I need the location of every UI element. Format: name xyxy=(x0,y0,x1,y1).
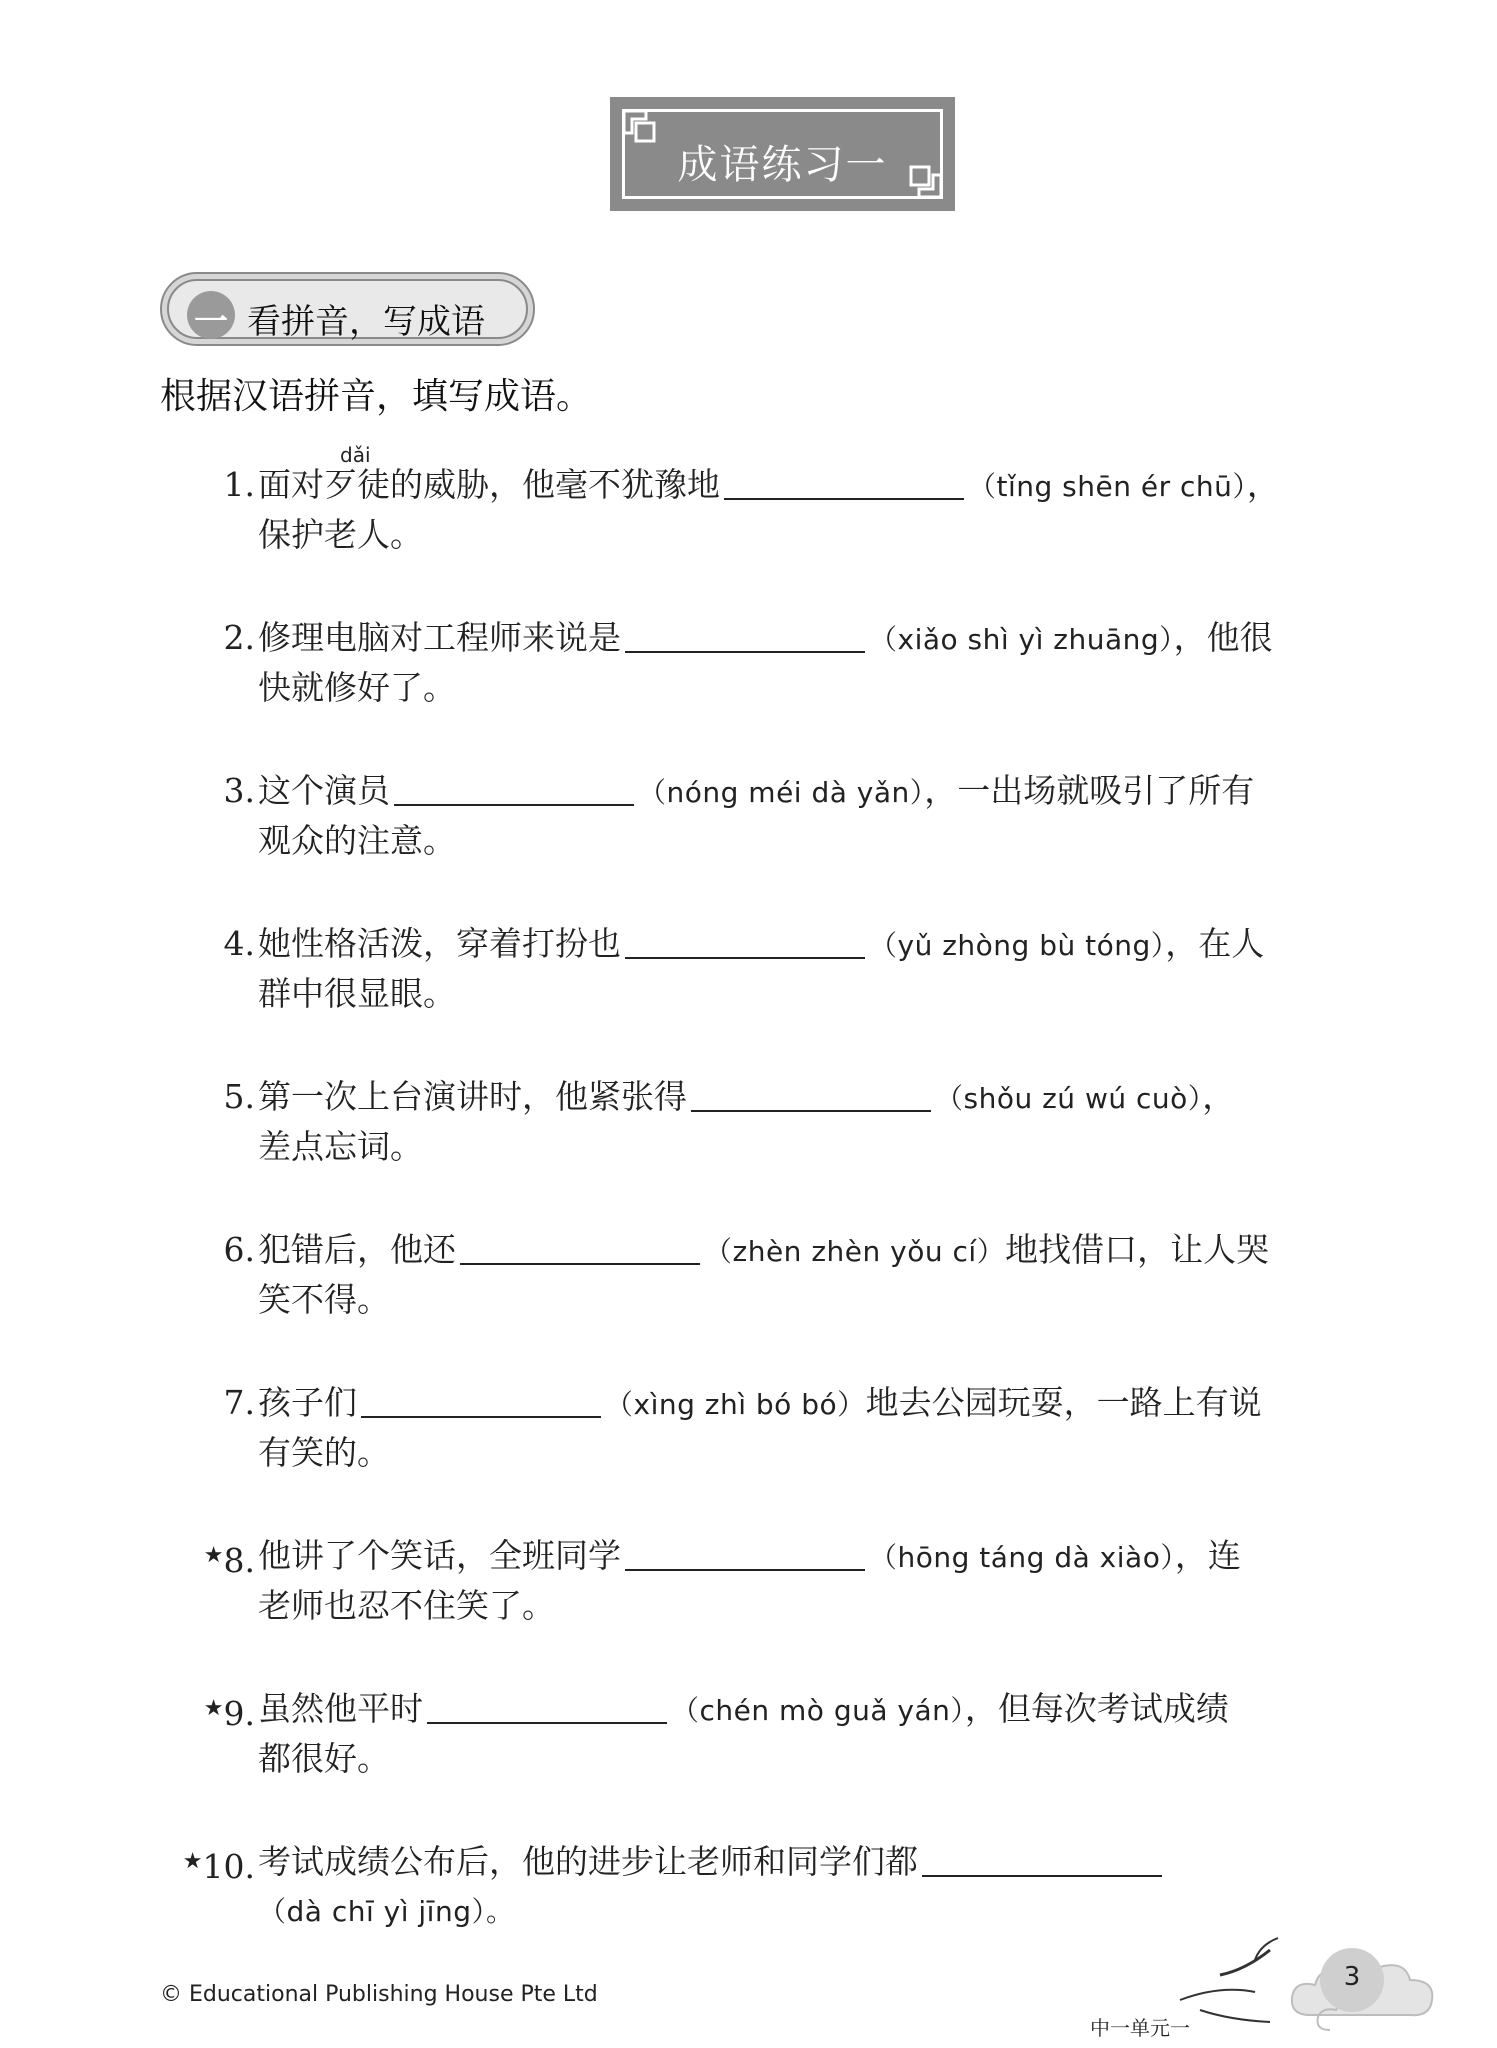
question-line xyxy=(258,1072,1408,1122)
answer-blank[interactable] xyxy=(460,1227,700,1265)
question-text: ，一出场就吸引了所有 xyxy=(924,771,1255,810)
pinyin-hint: （xiǎo shì yì zhuāng） xyxy=(869,623,1174,656)
star-icon: ★ xyxy=(203,1696,224,1721)
question-text: 孩子们 xyxy=(258,1383,357,1422)
pinyin-hint: （zhèn zhèn yǒu cí） xyxy=(704,1235,1006,1268)
question-line xyxy=(258,613,1408,663)
question-text: ， xyxy=(1246,465,1280,504)
question-number: 1. xyxy=(223,465,255,504)
answer-blank[interactable] xyxy=(394,768,634,806)
instruction-text: 根据汉语拼音，填写成语。 xyxy=(160,376,593,417)
pinyin-hint: （shǒu zú wú cuò） xyxy=(935,1082,1203,1115)
question-line xyxy=(258,766,1408,816)
question-text: 虽然他平时 xyxy=(258,1689,423,1728)
section-title: 看拼音，写成语 xyxy=(247,302,485,342)
question-number: ★8. xyxy=(203,1541,255,1580)
question-line: 群中很显眼。 xyxy=(258,974,456,1013)
question-text: ，连 xyxy=(1174,1536,1241,1575)
section-number: 一 xyxy=(194,302,228,342)
section-header xyxy=(160,272,535,346)
question-line xyxy=(258,1684,1408,1734)
question-text: 地去公园玩耍，一路上有说 xyxy=(865,1383,1262,1422)
question-text: 他讲了个笑话，全班同学 xyxy=(258,1536,621,1575)
question-number: 3. xyxy=(223,771,255,810)
question-text: 考试成绩公布后，他的进步让老师和同学们都 xyxy=(258,1842,918,1881)
question-text: ，但每次考试成绩 xyxy=(964,1689,1229,1728)
question-line: 有笑的。 xyxy=(258,1433,390,1472)
star-icon: ★ xyxy=(182,1849,203,1874)
pinyin-hint: （xìng zhì bó bó） xyxy=(605,1388,866,1421)
question-number: ★9. xyxy=(203,1694,255,1733)
question-number: 7. xyxy=(223,1383,255,1422)
pinyin-hint: （nóng méi dà yǎn） xyxy=(638,776,925,809)
answer-blank[interactable] xyxy=(625,1533,865,1571)
question-text: 修理电脑对工程师来说是 xyxy=(258,618,621,657)
question-text: 犯错后，他还 xyxy=(258,1230,456,1269)
worksheet-title-box xyxy=(610,97,955,211)
answer-blank[interactable] xyxy=(922,1839,1162,1877)
question-line: 差点忘词。 xyxy=(258,1127,423,1166)
answer-blank[interactable] xyxy=(427,1686,667,1724)
question-line: 保护老人。 xyxy=(258,515,423,554)
section-number-badge xyxy=(187,291,235,342)
page-number: 3 xyxy=(1343,1962,1361,1992)
unit-label: 中一单元一 xyxy=(1090,2016,1190,2040)
question-text: 她性格活泼，穿着打扮也 xyxy=(258,924,621,963)
page-number-badge xyxy=(1320,1948,1384,2012)
question-line: 老师也忍不住笑了。 xyxy=(258,1586,555,1625)
question-text: ，他很 xyxy=(1173,618,1273,657)
question-line: 都很好。 xyxy=(258,1739,390,1778)
ruby-pinyin: dǎi xyxy=(340,443,371,467)
question-line xyxy=(258,1378,1408,1428)
question-line xyxy=(258,1837,1408,1887)
answer-blank[interactable] xyxy=(724,462,964,500)
question-line xyxy=(258,1531,1408,1581)
question-number: 2. xyxy=(223,618,255,657)
question-number: 4. xyxy=(223,924,255,963)
pinyin-hint: （hōng táng dà xiào） xyxy=(869,1541,1175,1574)
question-text: 地找借口，让人哭 xyxy=(1005,1230,1270,1269)
question-line: 观众的注意。 xyxy=(258,821,456,860)
question-text: 面对歹徒的威胁，他毫不犹豫地 xyxy=(258,465,720,504)
question-line: 笑不得。 xyxy=(258,1280,390,1319)
question-text: 第一次上台演讲时，他紧张得 xyxy=(258,1077,687,1116)
answer-blank[interactable] xyxy=(691,1074,931,1112)
copyright-text: © Educational Publishing House Pte Ltd xyxy=(160,1982,598,2007)
question-line xyxy=(258,443,1408,510)
question-number: 5. xyxy=(223,1077,255,1116)
pinyin-hint: （tǐng shēn ér chū） xyxy=(968,470,1247,503)
star-icon: ★ xyxy=(203,1543,224,1568)
question-line xyxy=(258,919,1408,969)
question-number: 6. xyxy=(223,1230,255,1269)
question-text: 这个演员 xyxy=(258,771,390,810)
page-title: 成语练习一 xyxy=(677,142,888,188)
answer-blank[interactable] xyxy=(361,1380,601,1418)
question-text: ，在人 xyxy=(1165,924,1265,963)
answer-blank[interactable] xyxy=(625,615,865,653)
question-number: ★10. xyxy=(182,1847,255,1886)
question-line: 快就修好了。 xyxy=(258,668,456,707)
pinyin-hint: （chén mò guǎ yán） xyxy=(671,1694,965,1727)
answer-blank[interactable] xyxy=(625,921,865,959)
pinyin-hint: （yǔ zhòng bù tóng） xyxy=(869,929,1166,962)
question-line xyxy=(258,1225,1408,1275)
question-line: （dà chī yì jīng）。 xyxy=(258,1895,515,1928)
question-text: ， xyxy=(1202,1077,1236,1116)
